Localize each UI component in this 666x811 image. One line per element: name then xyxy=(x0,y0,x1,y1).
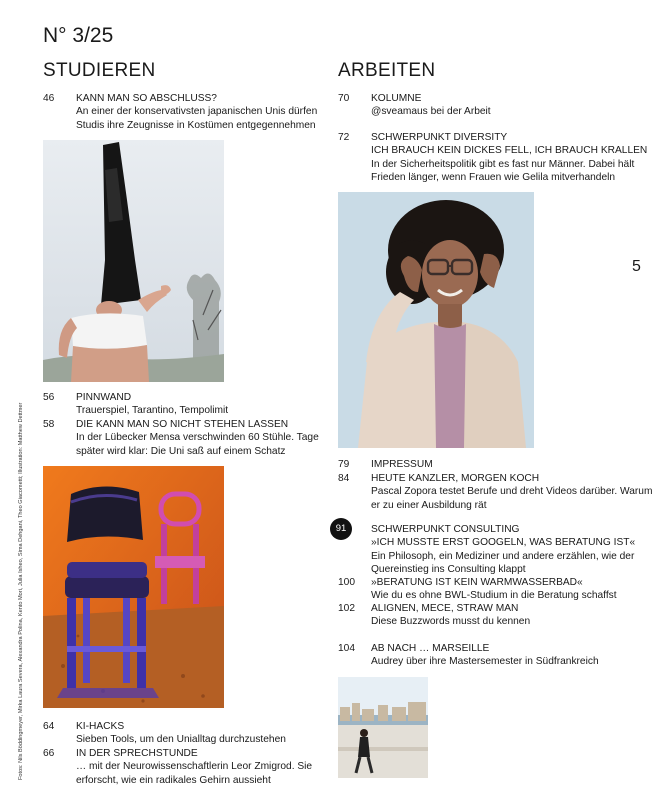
highlight-page-badge: 91 xyxy=(330,518,352,540)
photo-costume-illustration xyxy=(43,140,224,382)
section-heading-studieren: STUDIEREN xyxy=(43,60,156,81)
entry-page: 72 xyxy=(338,132,350,143)
toc-entry[interactable] xyxy=(43,747,343,787)
entry-description: @sveamaus bei der Arbeit xyxy=(371,106,491,118)
entry-description: Diese Buzzwords musst du kennen xyxy=(371,616,531,628)
entry-description: In der Lübecker Mensa verschwinden 60 Stühle. Tage später wird klar: Die Uni saß auf einem Schatz xyxy=(76,432,319,457)
page-number: 5 xyxy=(632,258,641,275)
toc-entry[interactable] xyxy=(43,720,343,746)
entry-description: Sieben Tools, um den Unialltag durchzustehen xyxy=(76,734,286,746)
issue-number: N° 3/25 xyxy=(43,24,114,47)
entry-page: 79 xyxy=(338,459,350,470)
toc-entry[interactable] xyxy=(338,602,638,630)
entry-title: AB NACH … MARSEILLE xyxy=(371,643,490,654)
entry-subtitle: ICH BRAUCH KEIN DICKES FELL, ICH BRAUCH KRALLEN xyxy=(371,145,648,157)
entry-page: 100 xyxy=(338,577,355,588)
entry-title: DIE KANN MAN SO NICHT STEHEN LASSEN xyxy=(76,419,289,430)
entry-title: PINNWAND xyxy=(76,392,132,403)
entry-title: SCHWERPUNKT DIVERSITY xyxy=(371,132,508,143)
entry-description: An einer der konservativsten japanischen Unis dürfen Studis ihre Zeugnisse in Kostümen entgegennehmen xyxy=(76,106,318,131)
photo-credits: Fotos: Nils Böddingmeyer, Mirka Laura Severa, Alexandra Polina, Kento Mori, Julia Isheo, Sima Dehgani, Theo Giacometti; Illustration: Matthew Dettmer xyxy=(18,402,24,780)
toc-entry[interactable] xyxy=(338,131,648,186)
entry-title: IMPRESSUM xyxy=(371,459,433,470)
section-heading-arbeiten: ARBEITEN xyxy=(338,60,436,81)
photo-marseille[interactable] xyxy=(338,677,428,778)
entry-title: KI-HACKS xyxy=(76,721,125,732)
entry-page: 66 xyxy=(43,748,55,759)
entry-page: 84 xyxy=(338,473,350,484)
toc-entry[interactable] xyxy=(43,391,343,417)
entry-description: Pascal Zopora testet Berufe und dreht Videos darüber. Warum er zu einer Ausbildung rät xyxy=(371,486,653,511)
entry-title: KOLUMNE xyxy=(371,93,422,104)
toc-entry[interactable] xyxy=(43,418,343,458)
toc-entry[interactable] xyxy=(338,642,638,670)
photo-portrait-illustration xyxy=(338,192,534,448)
entry-page: 58 xyxy=(43,419,55,430)
entry-title: »BERATUNG IST KEIN WARMWASSERBAD« xyxy=(371,577,583,588)
entry-title: KANN MAN SO ABSCHLUSS? xyxy=(76,93,217,104)
entry-description: … mit der Neurowissenschaftlerin Leor Zmigrod. Sie erforscht, wie ein radikales Gehirn aussieht xyxy=(76,761,313,786)
entry-subtitle: »ICH MUSSTE ERST GOOGELN, WAS BERATUNG IST« xyxy=(371,537,636,549)
toc-entry[interactable] xyxy=(335,523,638,578)
toc-entry[interactable] xyxy=(338,576,638,604)
entry-page: 104 xyxy=(338,643,355,654)
entry-page: 70 xyxy=(338,93,350,104)
entry-description: Audrey über ihre Mastersemester in Südfrankreich xyxy=(371,656,599,668)
photo-chairs-illustration xyxy=(43,466,224,708)
toc-entry[interactable] xyxy=(338,92,638,122)
photo-marseille-illustration xyxy=(338,677,428,778)
entry-title: HEUTE KANZLER, MORGEN KOCH xyxy=(371,473,540,484)
entry-page: 64 xyxy=(43,721,55,732)
photo-mensa-chairs[interactable] xyxy=(43,466,224,708)
entry-description: Trauerspiel, Tarantino, Tempolimit xyxy=(76,405,229,417)
entry-title: IN DER SPRECHSTUNDE xyxy=(76,748,198,759)
entry-title: ALIGNEN, MECE, STRAW MAN xyxy=(371,603,519,614)
photo-costume-graduation[interactable] xyxy=(43,140,224,382)
entry-description: Wie du es ohne BWL-Studium in die Beratung schaffst xyxy=(371,590,617,602)
entry-description: Ein Philosoph, ein Mediziner und andere erzählen, wie der Quereinstieg ins Consulting klappt xyxy=(371,550,635,576)
entry-description: In der Sicherheitspolitik gibt es fast nur Männer. Dabei hält Frieden länger, wenn Frauen wie Gelila mitverhandeln xyxy=(371,158,635,184)
entry-page: 46 xyxy=(43,93,55,104)
toc-entry[interactable] xyxy=(338,472,653,512)
photo-gelila-portrait[interactable] xyxy=(338,192,534,448)
toc-entry[interactable] xyxy=(43,92,343,132)
toc-entry[interactable] xyxy=(338,458,638,472)
entry-page: 56 xyxy=(43,392,55,403)
entry-page: 102 xyxy=(338,603,355,614)
entry-title: SCHWERPUNKT CONSULTING xyxy=(371,524,520,535)
